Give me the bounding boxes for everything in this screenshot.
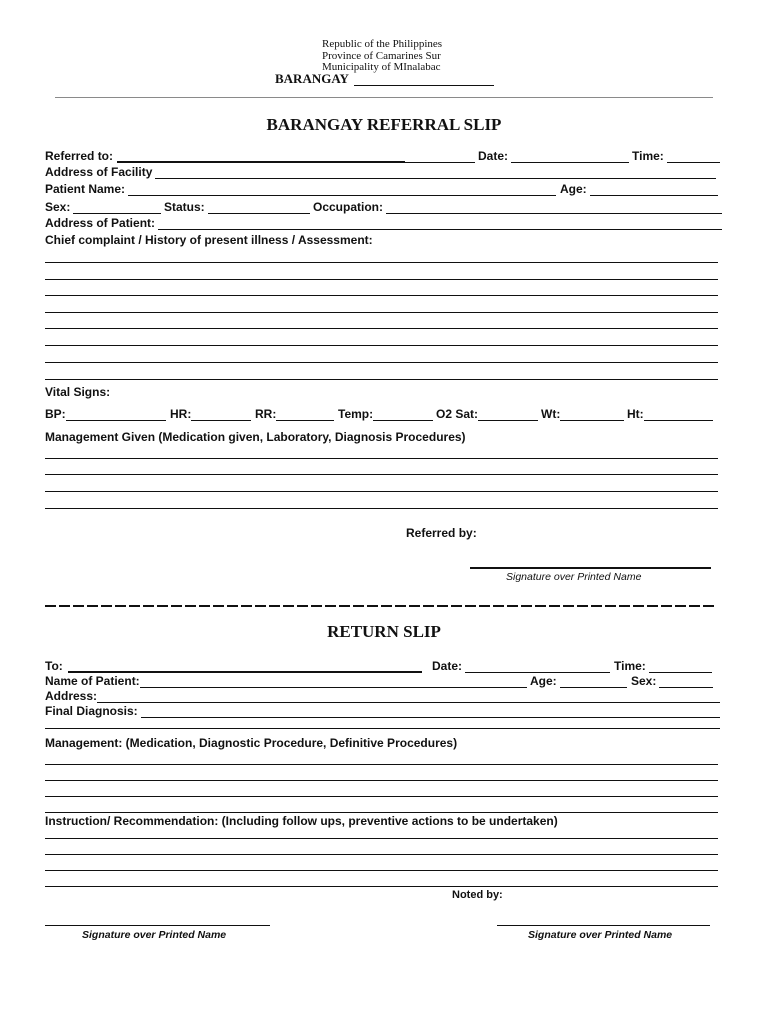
referred-to-field: [45, 149, 475, 163]
return-date-field: [432, 659, 610, 673]
return-age-label: Age:: [530, 674, 557, 688]
return-address-label: Address:: [45, 689, 98, 703]
referred-to-blank-extension: [405, 149, 475, 163]
final-diagnosis-line: [45, 728, 720, 729]
patient-name-label: Patient Name:: [45, 182, 126, 196]
chief-complaint-line: [45, 262, 718, 263]
return-time-label: Time:: [614, 659, 646, 673]
vital-o2sat-label: O2 Sat:: [436, 407, 479, 421]
patient-occupation-field: [313, 200, 722, 214]
vital-hr-field: [170, 407, 251, 421]
vital-bp-label: BP:: [45, 407, 66, 421]
patient-name-field: [45, 182, 556, 196]
address-facility-field: [45, 165, 716, 179]
referral-time-field: [632, 149, 720, 163]
vital-temp-label: Temp:: [338, 407, 374, 421]
header-province: Province of Camarines Sur: [322, 50, 441, 62]
signature-line-right: [497, 925, 710, 926]
vital-o2sat-blank: [478, 407, 538, 421]
return-patient-name-field: [45, 674, 527, 688]
return-management-label: Management: (Medication, Diagnostic Procedure, Definitive Procedures): [45, 736, 458, 750]
referral-title: BARANGAY REFERRAL SLIP: [266, 115, 502, 134]
address-patient-blank: [158, 216, 722, 230]
return-time-blank: [649, 659, 712, 673]
chief-complaint-line: [45, 362, 718, 363]
vital-ht-field: [627, 407, 713, 421]
instruction-label: Instruction/ Recommendation: (Including follow ups, preventive actions to be undertaken): [45, 814, 558, 828]
management-given-line: [45, 474, 718, 475]
instruction-line: [45, 870, 718, 871]
return-time-field: [614, 659, 712, 673]
chief-complaint-line: [45, 345, 718, 346]
patient-sex-field: [45, 200, 161, 214]
management-given-line: [45, 508, 718, 509]
return-to-blank: [68, 659, 422, 673]
vital-bp-field: [45, 407, 166, 421]
patient-status-blank: [208, 200, 310, 214]
vital-hr-label: HR:: [170, 407, 192, 421]
patient-age-field: [560, 182, 718, 196]
return-date-blank: [465, 659, 610, 673]
vital-rr-blank: [276, 407, 334, 421]
cut-separator: [45, 605, 716, 607]
patient-occupation-blank: [386, 200, 722, 214]
chief-complaint-label: Chief complaint / History of present illness / Assessment:: [45, 233, 373, 247]
vital-temp-field: [338, 407, 433, 421]
signature-caption-left: Signature over Printed Name: [82, 929, 227, 941]
final-diagnosis-blank: [141, 704, 720, 718]
header-barangay-row: [275, 71, 494, 86]
vital-bp-blank: [66, 407, 166, 421]
barangay-name-blank: [354, 71, 494, 86]
vital-signs-label: Vital Signs:: [45, 385, 111, 399]
return-address-blank: [97, 689, 720, 703]
chief-complaint-line: [45, 279, 718, 280]
patient-name-blank: [128, 182, 556, 196]
chief-complaint-line: [45, 379, 718, 380]
management-given-line: [45, 491, 718, 492]
return-address-field: [45, 689, 720, 703]
patient-status-label: Status:: [164, 200, 205, 214]
address-facility-blank: [155, 165, 716, 179]
vital-rr-field: [255, 407, 334, 421]
return-sex-label: Sex:: [631, 674, 657, 688]
return-date-label: Date:: [432, 659, 463, 673]
vital-ht-blank: [644, 407, 713, 421]
return-patient-name-label: Name of Patient:: [45, 674, 140, 688]
patient-status-field: [164, 200, 310, 214]
return-sex-blank: [659, 674, 713, 688]
vital-o2sat-field: [436, 407, 538, 421]
vital-hr-blank: [191, 407, 251, 421]
instruction-line: [45, 838, 718, 839]
referral-time-label: Time:: [632, 149, 664, 163]
return-slip-title: RETURN SLIP: [327, 622, 441, 641]
patient-sex-blank: [73, 200, 161, 214]
signature-caption-right: Signature over Printed Name: [528, 929, 673, 941]
return-management-line: [45, 796, 718, 797]
chief-complaint-line: [45, 312, 718, 313]
referred-by-signature-line: [470, 567, 711, 569]
return-to-field: [45, 659, 422, 673]
referral-date-field: [478, 149, 629, 163]
chief-complaint-line: [45, 328, 718, 329]
management-given-label: Management Given (Medication given, Laboratory, Diagnosis Procedures): [45, 430, 466, 444]
patient-age-label: Age:: [560, 182, 587, 196]
return-age-blank: [560, 674, 627, 688]
patient-sex-label: Sex:: [45, 200, 71, 214]
vital-wt-label: Wt:: [541, 407, 561, 421]
instruction-line: [45, 886, 718, 887]
header-barangay-label: BARANGAY: [275, 71, 349, 86]
return-sex-field: [631, 674, 713, 688]
address-patient-field: [45, 216, 722, 230]
final-diagnosis-label: Final Diagnosis:: [45, 704, 138, 718]
address-patient-label: Address of Patient:: [45, 216, 156, 230]
return-age-field: [530, 674, 627, 688]
referred-by-label: Referred by:: [406, 526, 477, 540]
vital-temp-blank: [373, 407, 433, 421]
patient-age-blank: [590, 182, 718, 196]
return-to-label: To:: [45, 659, 63, 673]
return-patient-name-blank: [140, 674, 527, 688]
vital-ht-label: Ht:: [627, 407, 644, 421]
referred-to-label: Referred to:: [45, 149, 114, 163]
vital-wt-field: [541, 407, 624, 421]
header-republic: Republic of the Philippines: [322, 38, 443, 50]
noted-by-label: Noted by:: [452, 889, 503, 901]
address-facility-label: Address of Facility: [45, 165, 153, 179]
vital-wt-blank: [560, 407, 624, 421]
signature-line-left: [45, 925, 270, 926]
header-municipality: Municipality of MInalabac: [322, 61, 441, 73]
patient-occupation-label: Occupation:: [313, 200, 384, 214]
management-given-line: [45, 458, 718, 459]
referral-date-blank: [511, 149, 629, 163]
return-management-line: [45, 764, 718, 765]
referral-date-label: Date:: [478, 149, 509, 163]
chief-complaint-line: [45, 295, 718, 296]
referred-by-signature-caption: Signature over Printed Name: [506, 571, 642, 583]
referred-to-blank: [117, 149, 405, 163]
final-diagnosis-field: [45, 704, 720, 718]
vital-rr-label: RR:: [255, 407, 277, 421]
instruction-line: [45, 854, 718, 855]
header-divider: [55, 97, 713, 98]
return-management-line: [45, 780, 718, 781]
return-management-line: [45, 812, 718, 813]
referral-time-blank: [667, 149, 720, 163]
